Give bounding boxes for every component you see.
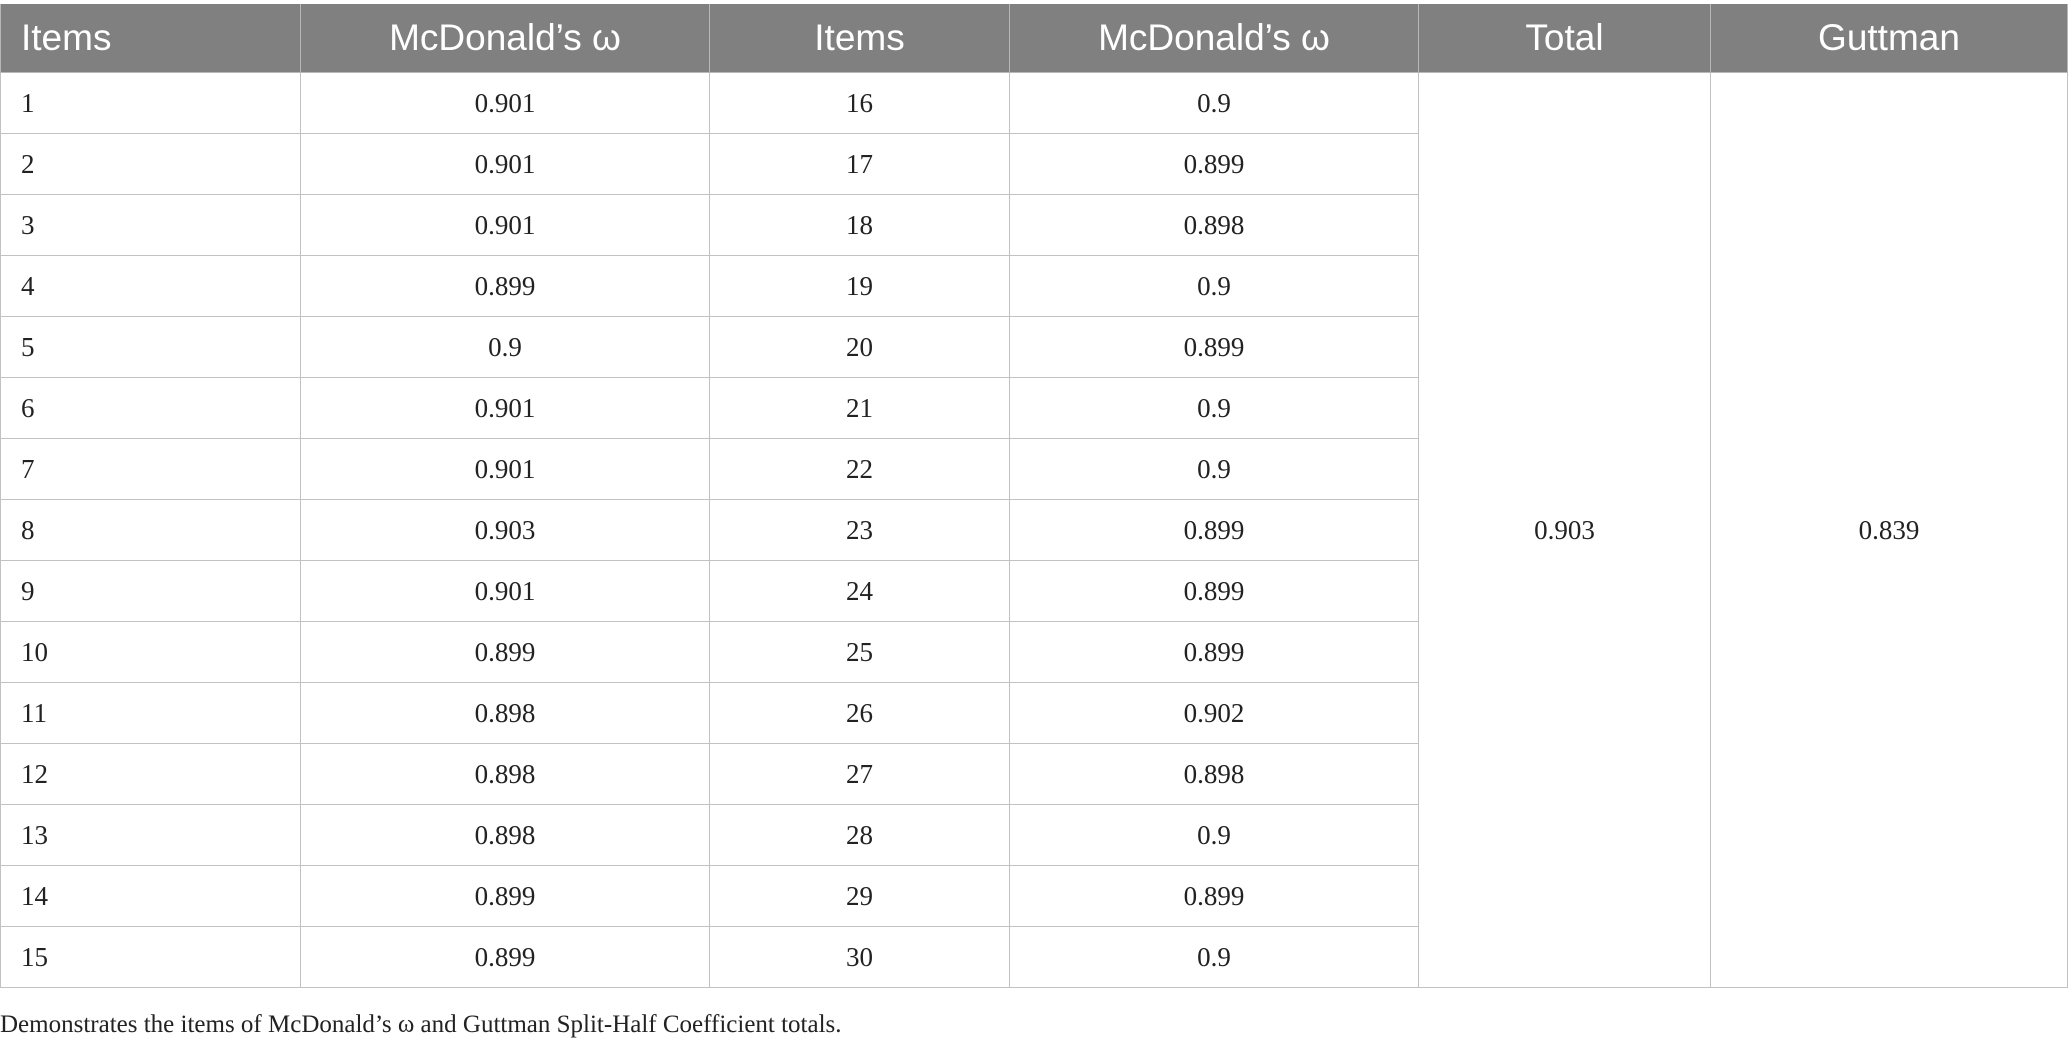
item-cell: 19 — [710, 256, 1010, 317]
omega-cell: 0.901 — [301, 561, 710, 622]
item-cell: 12 — [1, 744, 301, 805]
item-cell: 17 — [710, 134, 1010, 195]
item-cell: 16 — [710, 73, 1010, 134]
item-cell: 13 — [1, 805, 301, 866]
header-total: Total — [1419, 4, 1711, 73]
omega-cell: 0.899 — [301, 256, 710, 317]
omega-cell: 0.898 — [301, 683, 710, 744]
omega-cell: 0.899 — [1010, 561, 1419, 622]
item-cell: 11 — [1, 683, 301, 744]
omega-cell: 0.902 — [1010, 683, 1419, 744]
omega-cell: 0.899 — [1010, 500, 1419, 561]
omega-cell: 0.901 — [301, 134, 710, 195]
item-cell: 28 — [710, 805, 1010, 866]
omega-cell: 0.898 — [1010, 195, 1419, 256]
item-cell: 3 — [1, 195, 301, 256]
item-cell: 22 — [710, 439, 1010, 500]
item-cell: 1 — [1, 73, 301, 134]
omega-cell: 0.9 — [301, 317, 710, 378]
item-cell: 25 — [710, 622, 1010, 683]
omega-cell: 0.901 — [301, 378, 710, 439]
omega-cell: 0.899 — [1010, 622, 1419, 683]
omega-cell: 0.9 — [1010, 805, 1419, 866]
item-cell: 20 — [710, 317, 1010, 378]
reliability-table-container — [0, 4, 2067, 988]
item-cell: 23 — [710, 500, 1010, 561]
item-cell: 10 — [1, 622, 301, 683]
omega-cell: 0.899 — [301, 927, 710, 988]
table-header-row — [1, 4, 2068, 73]
omega-cell: 0.9 — [1010, 73, 1419, 134]
item-cell: 5 — [1, 317, 301, 378]
omega-cell: 0.899 — [301, 866, 710, 927]
omega-cell: 0.898 — [301, 805, 710, 866]
reliability-table — [0, 4, 2068, 988]
item-cell: 26 — [710, 683, 1010, 744]
item-cell: 9 — [1, 561, 301, 622]
header-omega-1: McDonald’s ω — [301, 4, 710, 73]
omega-cell: 0.9 — [1010, 439, 1419, 500]
omega-cell: 0.901 — [301, 73, 710, 134]
omega-cell: 0.899 — [1010, 134, 1419, 195]
item-cell: 14 — [1, 866, 301, 927]
omega-cell: 0.899 — [1010, 866, 1419, 927]
omega-cell: 0.898 — [301, 744, 710, 805]
guttman-value-cell: 0.839 — [1711, 73, 2068, 988]
item-cell: 6 — [1, 378, 301, 439]
table-body — [1, 73, 2068, 988]
omega-cell: 0.899 — [1010, 317, 1419, 378]
omega-cell: 0.901 — [301, 439, 710, 500]
item-cell: 2 — [1, 134, 301, 195]
item-cell: 15 — [1, 927, 301, 988]
item-cell: 30 — [710, 927, 1010, 988]
item-cell: 8 — [1, 500, 301, 561]
item-cell: 18 — [710, 195, 1010, 256]
table-caption: Demonstrates the items of McDonald’s ω and Guttman Split-Half Coefficient totals. — [0, 1011, 842, 1038]
omega-cell: 0.9 — [1010, 927, 1419, 988]
item-cell: 29 — [710, 866, 1010, 927]
item-cell: 21 — [710, 378, 1010, 439]
header-items-1: Items — [1, 4, 301, 73]
header-omega-2: McDonald’s ω — [1010, 4, 1419, 73]
total-value-cell: 0.903 — [1419, 73, 1711, 988]
item-cell: 7 — [1, 439, 301, 500]
item-cell: 24 — [710, 561, 1010, 622]
omega-cell: 0.901 — [301, 195, 710, 256]
omega-cell: 0.899 — [301, 622, 710, 683]
table-row — [1, 73, 2068, 134]
omega-cell: 0.898 — [1010, 744, 1419, 805]
omega-cell: 0.9 — [1010, 256, 1419, 317]
item-cell: 27 — [710, 744, 1010, 805]
item-cell: 4 — [1, 256, 301, 317]
header-items-2: Items — [710, 4, 1010, 73]
omega-cell: 0.903 — [301, 500, 710, 561]
header-guttman: Guttman — [1711, 4, 2068, 73]
omega-cell: 0.9 — [1010, 378, 1419, 439]
